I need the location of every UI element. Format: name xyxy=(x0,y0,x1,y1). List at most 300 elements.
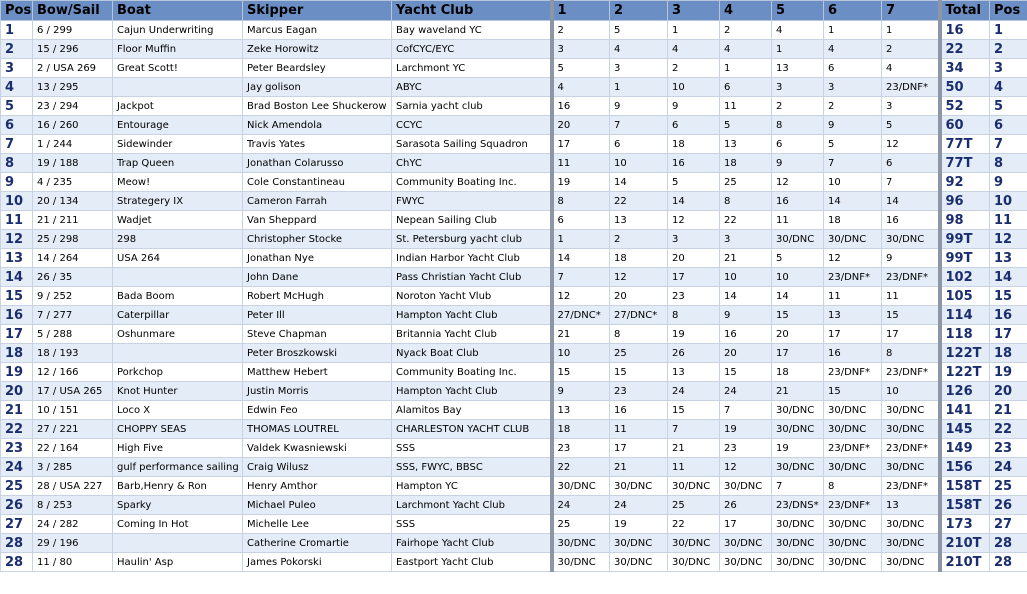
skipper-cell: Valdek Kwasniewski xyxy=(243,439,392,458)
table-row xyxy=(1,78,1027,97)
race-3-score-cell: 24 xyxy=(668,382,720,401)
race-1-score-cell: 3 xyxy=(552,40,610,59)
race-1-score-cell: 2 xyxy=(552,21,610,40)
boat-cell xyxy=(113,78,243,97)
position-cell: 20 xyxy=(1,382,33,401)
yacht-club-cell: CofCYC/EYC xyxy=(392,40,552,59)
race-3-score-cell: 7 xyxy=(668,420,720,439)
table-row xyxy=(1,173,1027,192)
total-cell: 173 xyxy=(940,515,990,534)
race-4-score-cell: 8 xyxy=(720,192,772,211)
position-cell: 13 xyxy=(1,249,33,268)
race-7-score-cell: 30/DNC xyxy=(882,534,940,553)
race-5-score-cell: 23/DNS* xyxy=(772,496,824,515)
boat-cell: USA 264 xyxy=(113,249,243,268)
race-5-score-cell: 30/DNC xyxy=(772,230,824,249)
bow-sail-cell: 12 / 166 xyxy=(33,363,113,382)
position-right-cell: 10 xyxy=(990,192,1027,211)
position-right-cell: 4 xyxy=(990,78,1027,97)
race-5-score-cell: 30/DNC xyxy=(772,534,824,553)
bow-sail-cell: 8 / 253 xyxy=(33,496,113,515)
boat-cell: Trap Queen xyxy=(113,154,243,173)
bow-sail-cell: 9 / 252 xyxy=(33,287,113,306)
boat-cell: Coming In Hot xyxy=(113,515,243,534)
header-race-3: 3 xyxy=(668,1,720,21)
race-2-score-cell: 8 xyxy=(610,325,668,344)
race-4-score-cell: 30/DNC xyxy=(720,477,772,496)
header-yacht-club: Yacht Club xyxy=(392,1,552,21)
race-3-score-cell: 22 xyxy=(668,515,720,534)
race-6-score-cell: 17 xyxy=(824,325,882,344)
race-7-score-cell: 8 xyxy=(882,344,940,363)
race-1-score-cell: 7 xyxy=(552,268,610,287)
race-7-score-cell: 30/DNC xyxy=(882,553,940,572)
table-row xyxy=(1,40,1027,59)
race-1-score-cell: 13 xyxy=(552,401,610,420)
race-7-score-cell: 23/DNF* xyxy=(882,477,940,496)
race-7-score-cell: 11 xyxy=(882,287,940,306)
position-right-cell: 19 xyxy=(990,363,1027,382)
race-4-score-cell: 10 xyxy=(720,268,772,287)
total-cell: 158T xyxy=(940,477,990,496)
skipper-cell: Brad Boston Lee Shuckerow xyxy=(243,97,392,116)
race-3-score-cell: 6 xyxy=(668,116,720,135)
position-right-cell: 17 xyxy=(990,325,1027,344)
yacht-club-cell: FWYC xyxy=(392,192,552,211)
skipper-cell: Peter Broszkowski xyxy=(243,344,392,363)
bow-sail-cell: 26 / 35 xyxy=(33,268,113,287)
race-1-score-cell: 25 xyxy=(552,515,610,534)
race-2-score-cell: 13 xyxy=(610,211,668,230)
position-right-cell: 12 xyxy=(990,230,1027,249)
race-3-score-cell: 21 xyxy=(668,439,720,458)
bow-sail-cell: 7 / 277 xyxy=(33,306,113,325)
skipper-cell: James Pokorski xyxy=(243,553,392,572)
race-2-score-cell: 30/DNC xyxy=(610,477,668,496)
race-6-score-cell: 10 xyxy=(824,173,882,192)
skipper-cell: Catherine Cromartie xyxy=(243,534,392,553)
race-5-score-cell: 18 xyxy=(772,363,824,382)
race-6-score-cell: 23/DNF* xyxy=(824,268,882,287)
race-1-score-cell: 6 xyxy=(552,211,610,230)
race-5-score-cell: 30/DNC xyxy=(772,515,824,534)
table-row xyxy=(1,382,1027,401)
table-row xyxy=(1,97,1027,116)
position-cell: 24 xyxy=(1,458,33,477)
race-3-score-cell: 3 xyxy=(668,230,720,249)
race-6-score-cell: 15 xyxy=(824,382,882,401)
boat-cell: CHOPPY SEAS xyxy=(113,420,243,439)
race-6-score-cell: 30/DNC xyxy=(824,230,882,249)
boat-cell xyxy=(113,344,243,363)
bow-sail-cell: 18 / 193 xyxy=(33,344,113,363)
position-right-cell: 16 xyxy=(990,306,1027,325)
table-row xyxy=(1,325,1027,344)
bow-sail-cell: 13 / 295 xyxy=(33,78,113,97)
race-5-score-cell: 1 xyxy=(772,40,824,59)
race-7-score-cell: 10 xyxy=(882,382,940,401)
race-5-score-cell: 6 xyxy=(772,135,824,154)
boat-cell: Cajun Underwriting xyxy=(113,21,243,40)
race-3-score-cell: 14 xyxy=(668,192,720,211)
bow-sail-cell: 4 / 235 xyxy=(33,173,113,192)
position-right-cell: 6 xyxy=(990,116,1027,135)
race-4-score-cell: 19 xyxy=(720,420,772,439)
boat-cell: High Five xyxy=(113,439,243,458)
race-5-score-cell: 30/DNC xyxy=(772,553,824,572)
position-cell: 17 xyxy=(1,325,33,344)
boat-cell: Bada Boom xyxy=(113,287,243,306)
race-4-score-cell: 2 xyxy=(720,21,772,40)
race-1-score-cell: 5 xyxy=(552,59,610,78)
table-row xyxy=(1,306,1027,325)
race-2-score-cell: 16 xyxy=(610,401,668,420)
skipper-cell: Marcus Eagan xyxy=(243,21,392,40)
boat-cell: Barb,Henry & Ron xyxy=(113,477,243,496)
table-row xyxy=(1,515,1027,534)
position-cell: 9 xyxy=(1,173,33,192)
bow-sail-cell: 21 / 211 xyxy=(33,211,113,230)
header-race-7: 7 xyxy=(882,1,940,21)
header-race-5: 5 xyxy=(772,1,824,21)
boat-cell: gulf performance sailing xyxy=(113,458,243,477)
bow-sail-cell: 20 / 134 xyxy=(33,192,113,211)
race-7-score-cell: 1 xyxy=(882,21,940,40)
race-4-score-cell: 6 xyxy=(720,78,772,97)
race-5-score-cell: 12 xyxy=(772,173,824,192)
race-5-score-cell: 10 xyxy=(772,268,824,287)
position-right-cell: 20 xyxy=(990,382,1027,401)
bow-sail-cell: 11 / 80 xyxy=(33,553,113,572)
table-row xyxy=(1,496,1027,515)
race-6-score-cell: 14 xyxy=(824,192,882,211)
race-4-score-cell: 17 xyxy=(720,515,772,534)
race-2-score-cell: 18 xyxy=(610,249,668,268)
position-right-cell: 28 xyxy=(990,553,1027,572)
boat-cell xyxy=(113,534,243,553)
skipper-cell: Van Sheppard xyxy=(243,211,392,230)
race-7-score-cell: 4 xyxy=(882,59,940,78)
yacht-club-cell: Hampton YC xyxy=(392,477,552,496)
race-3-score-cell: 30/DNC xyxy=(668,553,720,572)
yacht-club-cell: Britannia Yacht Club xyxy=(392,325,552,344)
skipper-cell: Travis Yates xyxy=(243,135,392,154)
race-6-score-cell: 6 xyxy=(824,59,882,78)
race-2-score-cell: 19 xyxy=(610,515,668,534)
position-cell: 12 xyxy=(1,230,33,249)
race-5-score-cell: 3 xyxy=(772,78,824,97)
race-5-score-cell: 21 xyxy=(772,382,824,401)
yacht-club-cell: SSS xyxy=(392,439,552,458)
race-7-score-cell: 7 xyxy=(882,173,940,192)
position-right-cell: 18 xyxy=(990,344,1027,363)
table-row xyxy=(1,553,1027,572)
bow-sail-cell: 24 / 282 xyxy=(33,515,113,534)
race-3-score-cell: 4 xyxy=(668,40,720,59)
race-6-score-cell: 30/DNC xyxy=(824,420,882,439)
race-6-score-cell: 30/DNC xyxy=(824,515,882,534)
boat-cell: Knot Hunter xyxy=(113,382,243,401)
position-right-cell: 2 xyxy=(990,40,1027,59)
race-3-score-cell: 2 xyxy=(668,59,720,78)
total-cell: 99T xyxy=(940,249,990,268)
total-cell: 141 xyxy=(940,401,990,420)
bow-sail-cell: 2 / USA 269 xyxy=(33,59,113,78)
race-2-score-cell: 11 xyxy=(610,420,668,439)
race-1-score-cell: 23 xyxy=(552,439,610,458)
race-3-score-cell: 15 xyxy=(668,401,720,420)
race-7-score-cell: 23/DNF* xyxy=(882,268,940,287)
table-row xyxy=(1,268,1027,287)
skipper-cell: Robert McHugh xyxy=(243,287,392,306)
race-4-score-cell: 24 xyxy=(720,382,772,401)
race-1-score-cell: 4 xyxy=(552,78,610,97)
table-row xyxy=(1,439,1027,458)
race-3-score-cell: 23 xyxy=(668,287,720,306)
table-row xyxy=(1,211,1027,230)
yacht-club-cell: ChYC xyxy=(392,154,552,173)
yacht-club-cell: Nepean Sailing Club xyxy=(392,211,552,230)
race-3-score-cell: 20 xyxy=(668,249,720,268)
bow-sail-cell: 25 / 298 xyxy=(33,230,113,249)
total-cell: 52 xyxy=(940,97,990,116)
total-cell: 122T xyxy=(940,363,990,382)
race-7-score-cell: 5 xyxy=(882,116,940,135)
race-5-score-cell: 30/DNC xyxy=(772,401,824,420)
position-cell: 6 xyxy=(1,116,33,135)
race-6-score-cell: 30/DNC xyxy=(824,534,882,553)
position-right-cell: 26 xyxy=(990,496,1027,515)
position-cell: 5 xyxy=(1,97,33,116)
race-3-score-cell: 12 xyxy=(668,211,720,230)
race-5-score-cell: 9 xyxy=(772,154,824,173)
bow-sail-cell: 15 / 296 xyxy=(33,40,113,59)
race-1-score-cell: 30/DNC xyxy=(552,553,610,572)
total-cell: 210T xyxy=(940,553,990,572)
total-cell: 16 xyxy=(940,21,990,40)
race-6-score-cell: 7 xyxy=(824,154,882,173)
race-5-score-cell: 4 xyxy=(772,21,824,40)
race-2-score-cell: 1 xyxy=(610,78,668,97)
race-7-score-cell: 13 xyxy=(882,496,940,515)
race-1-score-cell: 1 xyxy=(552,230,610,249)
race-7-score-cell: 2 xyxy=(882,40,940,59)
results-body xyxy=(1,21,1027,572)
race-4-score-cell: 30/DNC xyxy=(720,534,772,553)
race-7-score-cell: 23/DNF* xyxy=(882,78,940,97)
race-3-score-cell: 19 xyxy=(668,325,720,344)
race-4-score-cell: 23 xyxy=(720,439,772,458)
position-right-cell: 15 xyxy=(990,287,1027,306)
skipper-cell: Matthew Hebert xyxy=(243,363,392,382)
race-7-score-cell: 17 xyxy=(882,325,940,344)
position-cell: 18 xyxy=(1,344,33,363)
position-cell: 15 xyxy=(1,287,33,306)
table-row xyxy=(1,477,1027,496)
position-cell: 23 xyxy=(1,439,33,458)
race-1-score-cell: 11 xyxy=(552,154,610,173)
yacht-club-cell: CCYC xyxy=(392,116,552,135)
race-2-score-cell: 20 xyxy=(610,287,668,306)
race-5-score-cell: 5 xyxy=(772,249,824,268)
race-2-score-cell: 27/DNC* xyxy=(610,306,668,325)
position-right-cell: 1 xyxy=(990,21,1027,40)
race-4-score-cell: 9 xyxy=(720,306,772,325)
position-right-cell: 23 xyxy=(990,439,1027,458)
race-5-score-cell: 17 xyxy=(772,344,824,363)
race-6-score-cell: 8 xyxy=(824,477,882,496)
yacht-club-cell: SSS, FWYC, BBSC xyxy=(392,458,552,477)
skipper-cell: THOMAS LOUTREL xyxy=(243,420,392,439)
position-right-cell: 14 xyxy=(990,268,1027,287)
race-5-score-cell: 8 xyxy=(772,116,824,135)
race-5-score-cell: 30/DNC xyxy=(772,458,824,477)
skipper-cell: Jay golison xyxy=(243,78,392,97)
race-4-score-cell: 21 xyxy=(720,249,772,268)
position-right-cell: 11 xyxy=(990,211,1027,230)
race-1-score-cell: 24 xyxy=(552,496,610,515)
race-4-score-cell: 13 xyxy=(720,135,772,154)
bow-sail-cell: 5 / 288 xyxy=(33,325,113,344)
race-1-score-cell: 14 xyxy=(552,249,610,268)
race-1-score-cell: 20 xyxy=(552,116,610,135)
bow-sail-cell: 14 / 264 xyxy=(33,249,113,268)
table-row xyxy=(1,154,1027,173)
skipper-cell: Steve Chapman xyxy=(243,325,392,344)
race-7-score-cell: 23/DNF* xyxy=(882,439,940,458)
yacht-club-cell: Larchmont Yacht Club xyxy=(392,496,552,515)
header-race-6: 6 xyxy=(824,1,882,21)
header-bow-sail: Bow/Sail xyxy=(33,1,113,21)
position-right-cell: 3 xyxy=(990,59,1027,78)
boat-cell: 298 xyxy=(113,230,243,249)
race-4-score-cell: 16 xyxy=(720,325,772,344)
race-4-score-cell: 26 xyxy=(720,496,772,515)
boat-cell: Strategery IX xyxy=(113,192,243,211)
bow-sail-cell: 23 / 294 xyxy=(33,97,113,116)
boat-cell: Entourage xyxy=(113,116,243,135)
bow-sail-cell: 27 / 221 xyxy=(33,420,113,439)
race-2-score-cell: 23 xyxy=(610,382,668,401)
total-cell: 105 xyxy=(940,287,990,306)
race-3-score-cell: 30/DNC xyxy=(668,534,720,553)
position-cell: 28 xyxy=(1,534,33,553)
race-6-score-cell: 4 xyxy=(824,40,882,59)
race-1-score-cell: 15 xyxy=(552,363,610,382)
yacht-club-cell: Nyack Boat Club xyxy=(392,344,552,363)
position-cell: 14 xyxy=(1,268,33,287)
total-cell: 96 xyxy=(940,192,990,211)
skipper-cell: Peter Beardsley xyxy=(243,59,392,78)
race-7-score-cell: 23/DNF* xyxy=(882,363,940,382)
race-2-score-cell: 22 xyxy=(610,192,668,211)
race-4-score-cell: 25 xyxy=(720,173,772,192)
skipper-cell: Cole Constantineau xyxy=(243,173,392,192)
position-right-cell: 13 xyxy=(990,249,1027,268)
table-row xyxy=(1,135,1027,154)
race-6-score-cell: 23/DNF* xyxy=(824,363,882,382)
position-right-cell: 21 xyxy=(990,401,1027,420)
race-6-score-cell: 12 xyxy=(824,249,882,268)
bow-sail-cell: 16 / 260 xyxy=(33,116,113,135)
race-6-score-cell: 18 xyxy=(824,211,882,230)
position-right-cell: 22 xyxy=(990,420,1027,439)
table-row xyxy=(1,230,1027,249)
position-cell: 22 xyxy=(1,420,33,439)
table-row xyxy=(1,534,1027,553)
yacht-club-cell: Community Boating Inc. xyxy=(392,173,552,192)
position-cell: 1 xyxy=(1,21,33,40)
race-3-score-cell: 9 xyxy=(668,97,720,116)
total-cell: 92 xyxy=(940,173,990,192)
race-1-score-cell: 21 xyxy=(552,325,610,344)
race-3-score-cell: 30/DNC xyxy=(668,477,720,496)
race-3-score-cell: 18 xyxy=(668,135,720,154)
position-right-cell: 8 xyxy=(990,154,1027,173)
race-1-score-cell: 19 xyxy=(552,173,610,192)
header-total: Total xyxy=(940,1,990,21)
race-5-score-cell: 2 xyxy=(772,97,824,116)
race-2-score-cell: 2 xyxy=(610,230,668,249)
race-1-score-cell: 16 xyxy=(552,97,610,116)
table-row xyxy=(1,287,1027,306)
race-6-score-cell: 5 xyxy=(824,135,882,154)
table-row xyxy=(1,21,1027,40)
total-cell: 158T xyxy=(940,496,990,515)
total-cell: 122T xyxy=(940,344,990,363)
race-6-score-cell: 1 xyxy=(824,21,882,40)
position-right-cell: 9 xyxy=(990,173,1027,192)
race-2-score-cell: 6 xyxy=(610,135,668,154)
total-cell: 156 xyxy=(940,458,990,477)
header-pos-right: Pos xyxy=(990,1,1027,21)
boat-cell: Sidewinder xyxy=(113,135,243,154)
skipper-cell: Henry Amthor xyxy=(243,477,392,496)
position-cell: 26 xyxy=(1,496,33,515)
total-cell: 99T xyxy=(940,230,990,249)
race-4-score-cell: 20 xyxy=(720,344,772,363)
race-6-score-cell: 9 xyxy=(824,116,882,135)
position-cell: 21 xyxy=(1,401,33,420)
race-1-score-cell: 18 xyxy=(552,420,610,439)
race-1-score-cell: 27/DNC* xyxy=(552,306,610,325)
yacht-club-cell: CHARLESTON YACHT CLUB xyxy=(392,420,552,439)
total-cell: 210T xyxy=(940,534,990,553)
skipper-cell: Edwin Feo xyxy=(243,401,392,420)
position-cell: 3 xyxy=(1,59,33,78)
yacht-club-cell: Hampton Yacht Club xyxy=(392,306,552,325)
boat-cell: Floor Muffin xyxy=(113,40,243,59)
total-cell: 77T xyxy=(940,154,990,173)
race-1-score-cell: 12 xyxy=(552,287,610,306)
race-5-score-cell: 20 xyxy=(772,325,824,344)
race-7-score-cell: 30/DNC xyxy=(882,458,940,477)
boat-cell: Haulin' Asp xyxy=(113,553,243,572)
position-cell: 2 xyxy=(1,40,33,59)
skipper-cell: Christopher Stocke xyxy=(243,230,392,249)
table-row xyxy=(1,420,1027,439)
race-3-score-cell: 25 xyxy=(668,496,720,515)
yacht-club-cell: ABYC xyxy=(392,78,552,97)
yacht-club-cell: Bay waveland YC xyxy=(392,21,552,40)
race-4-score-cell: 22 xyxy=(720,211,772,230)
bow-sail-cell: 10 / 151 xyxy=(33,401,113,420)
race-7-score-cell: 12 xyxy=(882,135,940,154)
bow-sail-cell: 29 / 196 xyxy=(33,534,113,553)
skipper-cell: Michael Puleo xyxy=(243,496,392,515)
boat-cell: Wadjet xyxy=(113,211,243,230)
race-7-score-cell: 30/DNC xyxy=(882,401,940,420)
